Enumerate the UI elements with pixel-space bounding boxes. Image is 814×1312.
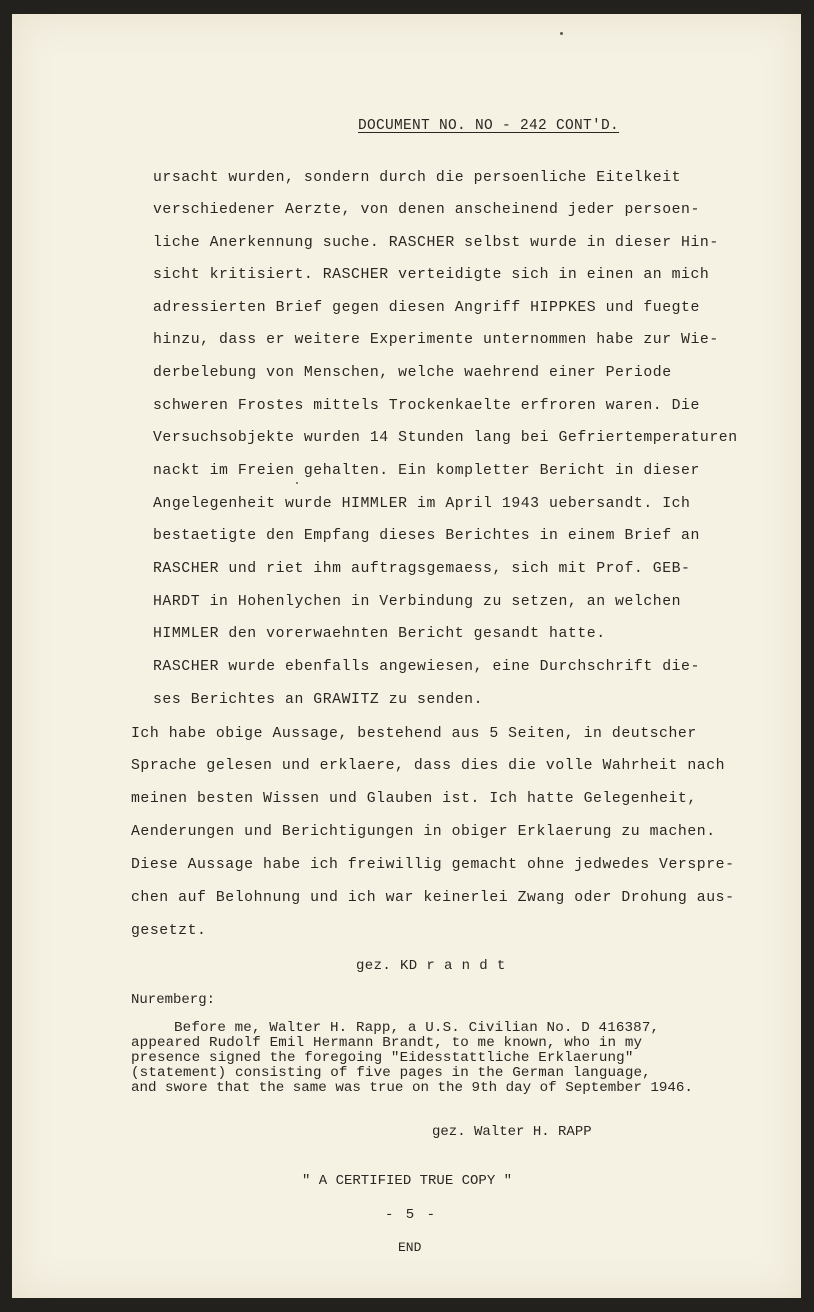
affidavit-line: Ich habe obige Aussage, bestehend aus 5 Seiten, in deutscher [131,726,697,742]
affidavit-line: Sprache gelesen und erklaere, dass dies die volle Wahrheit nach [131,758,726,774]
certified-true-copy: " A CERTIFIED TRUE COPY " [302,1173,513,1189]
page-number: - 5 - [385,1207,438,1223]
body-line: nackt im Freien gehalten. Ein kompletter Bericht in dieser [153,463,700,479]
body-line: ursacht wurden, sondern durch die persoenliche Eitelkeit [153,170,682,186]
certification-line: (statement) consisting of five pages in the German language, [131,1065,651,1081]
affidavit-line: Diese Aussage habe ich freiwillig gemacht ohne jedwedes Verspre- [131,857,735,873]
body-line: liche Anerkennung suche. RASCHER selbst wurde in dieser Hin- [153,235,719,251]
certification-line: Before me, Walter H. Rapp, a U.S. Civilian No. D 416387, [174,1020,660,1036]
signature-rapp: gez. Walter H. RAPP [432,1124,592,1140]
affidavit-line: chen auf Belohnung und ich war keinerlei Zwang oder Drohung aus- [131,890,735,906]
affidavit-line: gesetzt. [131,923,207,939]
paper-speck [560,32,563,35]
body-line: hinzu, dass er weitere Experimente unternommen habe zur Wie- [153,332,719,348]
certification-line: and swore that the same was true on the 9th day of September 1946. [131,1080,693,1096]
body-line: RASCHER und riet ihm auftragsgemaess, sich mit Prof. GEB- [153,561,691,577]
body-line: HIMMLER den vorerwaehnten Bericht gesandt hatte. [153,626,606,642]
certification-line: appeared Rudolf Emil Hermann Brandt, to me known, who in my [131,1035,643,1051]
body-line: adressierten Brief gegen diesen Angriff HIPPKES und fuegte [153,300,700,316]
body-line: Versuchsobjekte wurden 14 Stunden lang bei Gefriertemperaturen [153,430,738,446]
body-line: HARDT in Hohenlychen in Verbindung zu setzen, an welchen [153,594,682,610]
signature-brandt: gez. KD r a n d t [356,958,506,974]
body-line: bestaetigte den Empfang dieses Berichtes in einem Brief an [153,528,700,544]
body-line: RASCHER wurde ebenfalls angewiesen, eine Durchschrift die- [153,659,700,675]
affidavit-line: Aenderungen und Berichtigungen in obiger Erklaerung zu machen. [131,824,716,840]
body-line: derbelebung von Menschen, welche waehrend einer Periode [153,365,672,381]
body-line: schweren Frostes mittels Trockenkaelte erfroren waren. Die [153,398,700,414]
affidavit-line: meinen besten Wissen und Glauben ist. Ich hatte Gelegenheit, [131,791,697,807]
body-line: verschiedener Aerzte, von denen anscheinend jeder persoen- [153,202,700,218]
document-number-header: DOCUMENT NO. NO - 242 CONT'D. [358,118,620,134]
place-label: Nuremberg: [131,992,216,1008]
end-marker: END [398,1240,422,1255]
body-line: ses Berichtes an GRAWITZ zu senden. [153,692,484,708]
document-page [12,14,801,1298]
certification-line: presence signed the foregoing "Eidesstattliche Erklaerung" [131,1050,634,1066]
body-line: sicht kritisiert. RASCHER verteidigte sich in einen an mich [153,267,710,283]
paper-speck [296,482,298,484]
body-line: Angelegenheit wurde HIMMLER im April 1943 uebersandt. Ich [153,496,691,512]
